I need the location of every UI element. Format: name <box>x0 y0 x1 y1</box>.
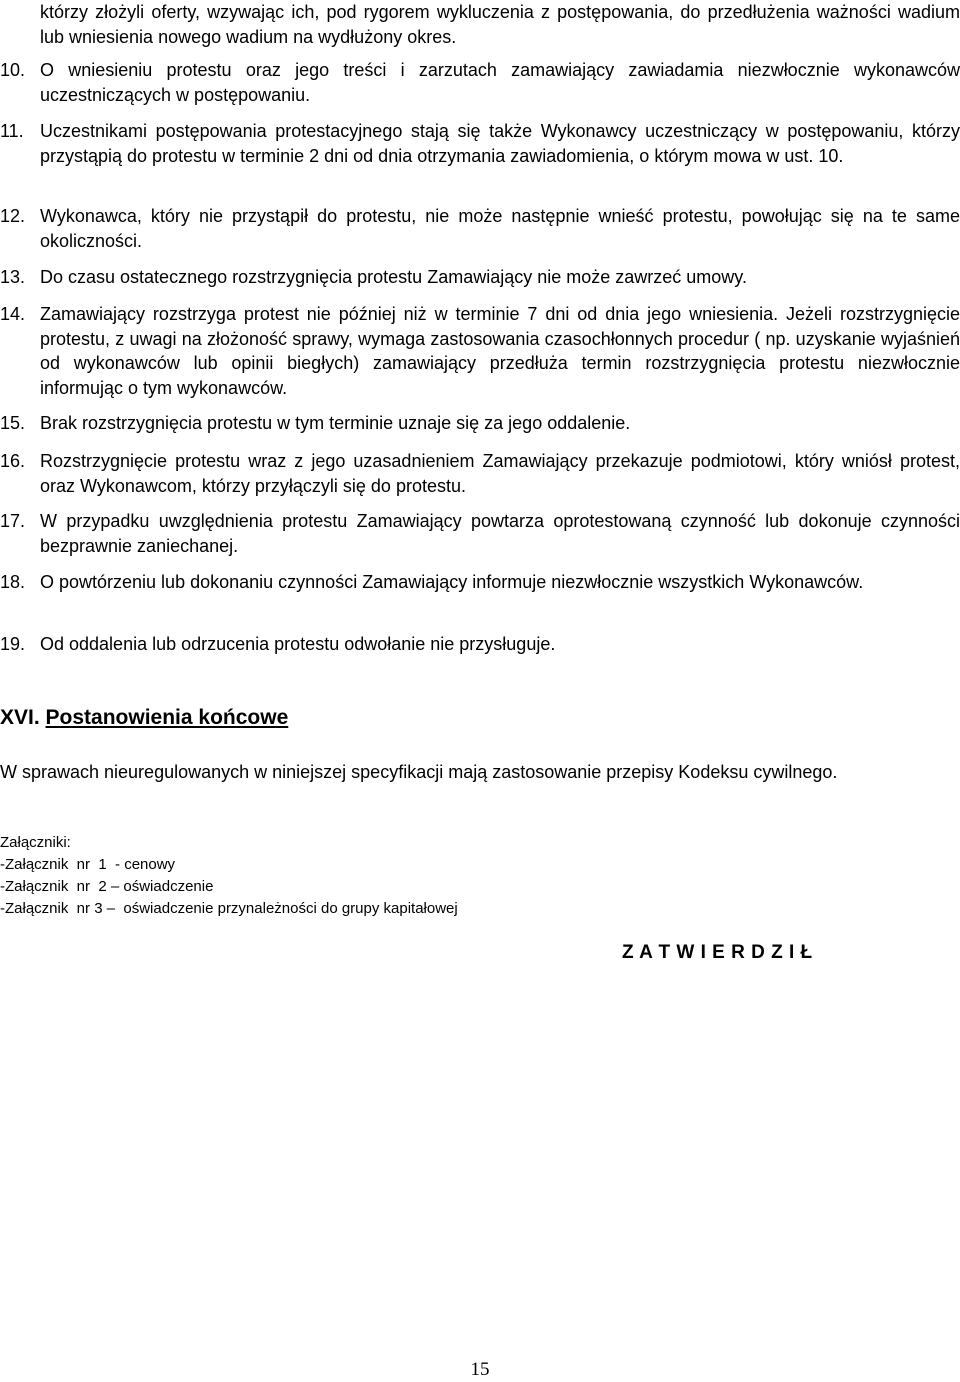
list-item <box>0 411 960 436</box>
closing-paragraph: W sprawach nieuregulowanych w niniejszej specyfikacji mają zastosowanie przepisy Kodeksu cywilnego. <box>0 762 838 782</box>
list-item <box>0 265 960 290</box>
item-number: 18. <box>0 572 26 592</box>
approval-label: Z A T W I E R D Z I Ł <box>622 942 813 963</box>
page-number: 15 <box>470 1359 490 1380</box>
item-text: W przypadku uwzględnienia protestu Zamawiający powtarza oprotestowaną czynność lub dokonuje czynności bezprawnie zaniechanej. <box>40 511 960 556</box>
item-text: Od oddalenia lub odrzucenia protestu odwołanie nie przysługuje. <box>40 634 556 654</box>
item-text: Uczestnikami postępowania protestacyjnego stają się także Wykonawcy uczestniczący w postępowaniu, którzy przystąpią do protestu w terminie 2 dni od dnia otrzymania zawiadomienia, o którym mowa w ust. 10. <box>40 121 960 166</box>
section-heading <box>0 706 288 730</box>
item-text: Rozstrzygnięcie protestu wraz z jego uzasadnieniem Zamawiający przekazuje podmiotowi, który wniósł protest, oraz Wykonawcom, którzy przyłączyli się do protestu. <box>40 451 960 496</box>
item-text: Wykonawca, który nie przystąpił do protestu, nie może następnie wnieść protestu, powołując się na te same okoliczności. <box>40 206 960 251</box>
item-text: O powtórzeniu lub dokonaniu czynności Zamawiający informuje niezwłocznie wszystkich Wykonawców. <box>40 572 864 592</box>
list-item <box>0 632 960 657</box>
list-item <box>0 204 960 253</box>
item-number: 14. <box>0 304 26 324</box>
item-number: 10. <box>0 60 26 80</box>
item-number: 17. <box>0 511 26 531</box>
item-number: 13. <box>0 267 26 287</box>
attachments-header: Załączniki: <box>0 834 71 851</box>
list-item <box>0 449 960 498</box>
list-item <box>0 302 960 400</box>
attachment-item: -Załącznik nr 2 – oświadczenie <box>0 878 214 895</box>
list-item <box>0 509 960 558</box>
item-text: Zamawiający rozstrzyga protest nie później niż w terminie 7 dni od dnia jego wniesienia. Jeżeli rozstrzygnięcie protestu, z uwagi na złożoność sprawy, wymaga zastosowania czasochłonnych procedur ( np. uzyskanie wyjaśnień od wykonawców lub opinii biegłych) zamawiający przedłuża termin rozstrzygnięcia protestu niezwłocznie informując o tym wykonawców. <box>40 304 960 398</box>
item-number: 12. <box>0 206 26 226</box>
attachments-list <box>0 832 458 920</box>
list-item <box>0 570 960 595</box>
item-text: którzy złożyli oferty, wzywając ich, pod rygorem wykluczenia z postępowania, do przedłużenia ważności wadium lub wniesienia nowego wadium na wydłużony okres. <box>40 2 960 47</box>
item-text: O wniesieniu protestu oraz jego treści i zarzutach zamawiający zawiadamia niezwłocznie wykonawców uczestniczących w postępowaniu. <box>40 60 960 105</box>
attachment-item: -Załącznik nr 3 – oświadczenie przynależności do grupy kapitałowej <box>0 900 458 917</box>
item-number: 19. <box>0 634 26 654</box>
item-number: 11. <box>0 121 24 141</box>
list-item <box>0 58 960 107</box>
item-text: Brak rozstrzygnięcia protestu w tym terminie uznaje się za jego oddalenie. <box>40 413 631 433</box>
item-number: 16. <box>0 451 26 471</box>
section-number: XVI. <box>0 706 40 729</box>
item-text: Do czasu ostatecznego rozstrzygnięcia protestu Zamawiający nie może zawrzeć umowy. <box>40 267 747 287</box>
section-title: Postanowienia końcowe <box>45 706 289 729</box>
list-item <box>0 119 960 168</box>
item-number: 15. <box>0 413 26 433</box>
attachment-item: -Załącznik nr 1 - cenowy <box>0 856 176 873</box>
list-item <box>0 0 960 49</box>
